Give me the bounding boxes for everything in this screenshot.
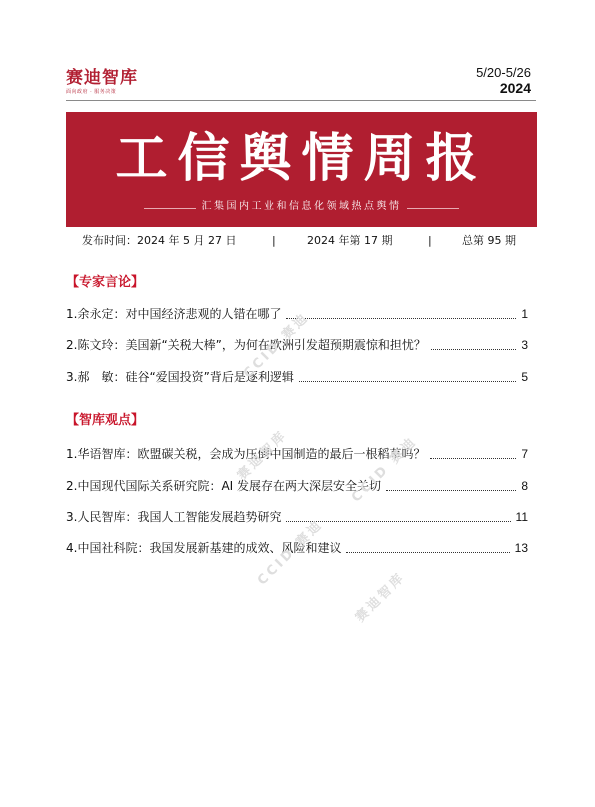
date-range: 5/20-5/26 [476,65,531,80]
toc-entry[interactable] [66,370,528,386]
toc-leader-dots [431,347,516,350]
toc-entry-page: 13 [514,541,528,555]
toc-leader-dots [346,550,510,553]
meta-separator: | [428,234,432,247]
toc-entry-title: 2.中国现代国际关系研究院：AI 发展存在两大深层安全关切 [66,479,382,493]
logo-tagline: 面向政府 · 服务决策 [66,89,117,95]
report-year: 2024 [499,80,531,96]
toc-entry-page: 8 [521,479,528,493]
title-banner [66,112,537,227]
total-issue-number: 总第 95 期 [462,234,516,247]
banner-subtitle: 汇集国内工业和信息化领域热点舆情 [201,201,402,212]
toc-leader-dots [286,316,516,319]
logo [66,68,138,95]
header-divider [66,100,536,101]
toc-entry-title: 4.中国社科院：我国发展新基建的成效、风险和建议 [66,541,342,555]
publish-date: 发布时间：2024 年 5 月 27 日 [82,234,237,247]
banner-title: 工信舆情周报 [115,128,488,189]
toc-entry-title: 1.华语智库：欧盟碳关税，会成为压倒中国制造的最后一根稻草吗？ [66,447,426,461]
toc-leader-dots [386,488,516,491]
issue-number: 2024 年第 17 期 [307,234,393,247]
toc-leader-dots [430,456,516,459]
toc-entry[interactable] [66,479,528,495]
toc-entry-page: 11 [515,510,528,524]
toc-entry-page: 1 [521,307,528,321]
section-heading-thinktank: 【智库观点】 [66,413,145,428]
watermark: CCID 赛迪 [254,516,327,589]
toc-entry-title: 3.郝 敏：硅谷“爱国投资”背后是逐利逻辑 [66,370,294,384]
toc-entry[interactable] [66,447,528,463]
meta-separator: | [272,234,276,247]
toc-entry[interactable] [66,510,528,526]
toc-entry[interactable] [66,338,528,354]
toc-entry-page: 3 [521,338,528,352]
logo-name: 赛迪智库 [66,68,138,88]
watermark: 赛迪智库 [234,427,291,484]
watermark: CCID 赛迪 [348,433,421,506]
toc-entry-title: 2.陈文玲：美国新“关税大棒”，为何在欧洲引发超预期震惊和担忧？ [66,338,426,352]
watermark: 赛迪智库 [352,569,409,626]
toc-entry-title: 1.余永定：对中国经济悲观的人错在哪了 [66,307,282,321]
section-heading-expert: 【专家言论】 [66,275,145,290]
toc-entry-page: 7 [521,447,528,461]
toc-entry-title: 3.人民智库：我国人工智能发展趋势研究 [66,510,282,524]
watermark: CCID 赛迪 [240,309,313,382]
toc-leader-dots [299,379,516,382]
toc-entry-page: 5 [521,370,528,384]
